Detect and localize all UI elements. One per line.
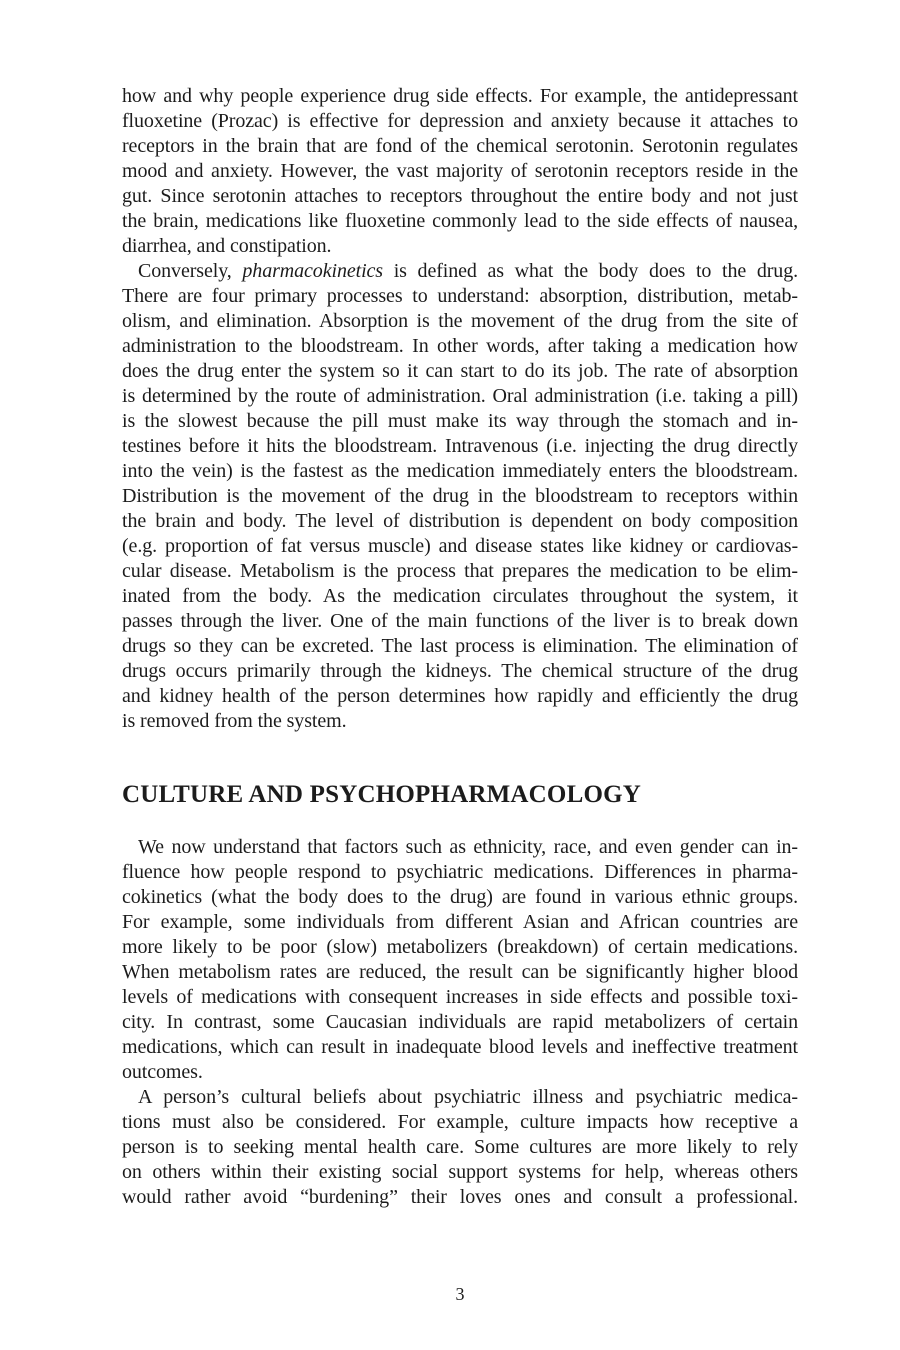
text-line: inated from the body. As the medication circulates throughout the system, it (122, 585, 798, 607)
text-line: testines before it hits the bloodstream. Intravenous (i.e. injecting the drug directly (122, 435, 798, 457)
text-line: mood and anxiety. However, the vast majority of serotonin receptors reside in the (122, 160, 798, 182)
text-line: medications, which can result in inadequate blood levels and ineffective treatment (122, 1036, 798, 1058)
text-line: is the slowest because the pill must make its way through the stomach and in- (122, 410, 798, 432)
text-line: diarrhea, and constipation. (122, 235, 332, 257)
text-line: For example, some individuals from different Asian and African countries are (122, 911, 798, 933)
text-line: person is to seeking mental health care. Some cultures are more likely to rely (122, 1136, 798, 1158)
paragraph-fluoxetine (122, 84, 798, 259)
text-line: levels of medications with consequent increases in side effects and possible toxi- (122, 986, 798, 1008)
text-line: is determined by the route of administration. Oral administration (i.e. taking a pill) (122, 385, 798, 407)
text-line: Conversely, pharmacokinetics is defined as what the body does to the drug. (138, 260, 798, 282)
text-line: fluoxetine (Prozac) is effective for depression and anxiety because it attaches to (122, 110, 798, 132)
text-line: cular disease. Metabolism is the process that prepares the medication to be elim- (122, 560, 798, 582)
text-line: city. In contrast, some Caucasian individuals are rapid metabolizers of certain (122, 1011, 798, 1033)
text-line: is removed from the system. (122, 710, 347, 732)
text-line: more likely to be poor (slow) metabolizers (breakdown) of certain medications. (122, 936, 798, 958)
page-body (122, 84, 798, 1210)
text-line: When metabolism rates are reduced, the result can be significantly higher blood (122, 961, 798, 983)
text-line: olism, and elimination. Absorption is the movement of the drug from the site of (122, 310, 798, 332)
paragraph-pharmacokinetics (122, 259, 798, 734)
text-line: would rather avoid “burdening” their loves ones and consult a professional. (122, 1186, 798, 1208)
text-line: the brain, medications like fluoxetine commonly lead to the side effects of nausea, (122, 210, 798, 232)
text-line: receptors in the brain that are fond of the chemical serotonin. Serotonin regulates (122, 135, 798, 157)
page-number: 3 (455, 1284, 465, 1304)
text-line: does the drug enter the system so it can start to do its job. The rate of absorption (122, 360, 798, 382)
text-line: Distribution is the movement of the drug in the bloodstream to receptors within (122, 485, 798, 507)
text-line: We now understand that factors such as ethnicity, race, and even gender can in- (138, 836, 798, 858)
text-line: outcomes. (122, 1061, 203, 1083)
text-line: There are four primary processes to understand: absorption, distribution, metab- (122, 285, 798, 307)
section-heading: CULTURE AND PSYCHOPHARMACOLOGY (122, 781, 642, 808)
text-line: cokinetics (what the body does to the drug) are found in various ethnic groups. (122, 886, 798, 908)
text-line: drugs occurs primarily through the kidneys. The chemical structure of the drug (122, 660, 798, 682)
text-line: (e.g. proportion of fat versus muscle) and disease states like kidney or cardiovas- (122, 535, 798, 557)
text-line: into the vein) is the fastest as the medication immediately enters the bloodstream. (122, 460, 798, 482)
text-line: how and why people experience drug side effects. For example, the antidepressant (122, 85, 798, 107)
text-line: tions must also be considered. For example, culture impacts how receptive a (122, 1111, 798, 1133)
paragraph-ethnicity-metabolism (122, 835, 798, 1085)
text-line: the brain and body. The level of distribution is dependent on body composition (122, 510, 798, 532)
text-line: on others within their existing social support systems for help, whereas others (122, 1161, 798, 1183)
text-line: and kidney health of the person determines how rapidly and efficiently the drug (122, 685, 798, 707)
text-line: passes through the liver. One of the main functions of the liver is to break down (122, 610, 798, 632)
page-footer (122, 1283, 798, 1305)
text-line: administration to the bloodstream. In other words, after taking a medication how (122, 335, 798, 357)
paragraph-cultural-beliefs (122, 1085, 798, 1210)
text-line: fluence how people respond to psychiatric medications. Differences in pharma- (122, 861, 798, 883)
text-line: drugs so they can be excreted. The last process is elimination. The elimination of (122, 635, 798, 657)
text-line: A person’s cultural beliefs about psychiatric illness and psychiatric medica- (138, 1086, 798, 1108)
text-line: gut. Since serotonin attaches to receptors throughout the entire body and not just (122, 185, 798, 207)
